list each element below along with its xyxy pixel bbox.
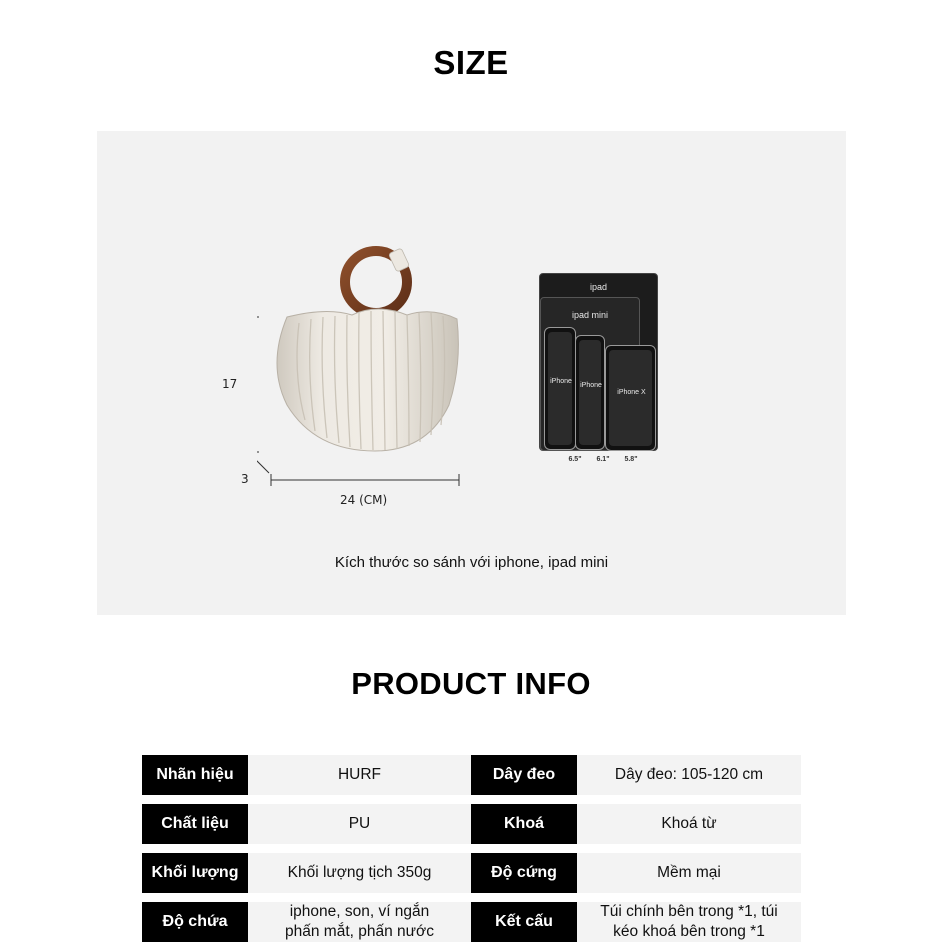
- device-comparison-illustration: [539, 273, 659, 469]
- table-row: [142, 902, 801, 942]
- height-dimension-label: 17: [222, 377, 238, 391]
- table-row: [142, 853, 801, 893]
- screen-size-label-1: 6.5": [568, 456, 582, 463]
- ipad-label: ipad: [589, 282, 607, 292]
- row-value: Khối lượng tịch 350g: [248, 853, 471, 893]
- phone-device-3: [605, 345, 656, 451]
- row-value: iphone, son, ví ngắn phấn mắt, phấn nước: [248, 902, 471, 942]
- screen-size-label-3: 5.8": [624, 456, 638, 463]
- depth-dimension-label: 3: [241, 472, 249, 486]
- handbag-illustration: [257, 245, 497, 495]
- phone-name-2: iPhone: [580, 382, 602, 389]
- product-info-heading: PRODUCT INFO: [351, 666, 591, 701]
- row-value: Khoá từ: [577, 804, 801, 844]
- row-label: Khoá: [471, 804, 577, 844]
- row-value: PU: [248, 804, 471, 844]
- row-value: Mềm mại: [577, 853, 801, 893]
- row-value: Túi chính bên trong *1, túi kéo khoá bên trong *1: [577, 902, 801, 942]
- row-label: Độ cứng: [471, 853, 577, 893]
- screen-size-label-2: 6.1": [596, 456, 610, 463]
- row-label: Dây đeo: [471, 755, 577, 795]
- row-label: Chất liệu: [142, 804, 248, 844]
- ipad-mini-label: ipad mini: [571, 310, 609, 320]
- phone-device-2: [575, 335, 605, 450]
- row-label: Độ chứa: [142, 902, 248, 942]
- phone-screen-2: [579, 340, 601, 445]
- row-value: Dây đeo: 105-120 cm: [577, 755, 801, 795]
- row-label: Khối lượng: [142, 853, 248, 893]
- phone-name-3: iPhone X: [617, 389, 646, 396]
- size-heading: SIZE: [433, 44, 509, 81]
- row-label: Kết cấu: [471, 902, 577, 942]
- phone-name-1: iPhone: [550, 378, 572, 385]
- width-dimension-label: 24 (CM): [340, 493, 388, 507]
- table-row: [142, 804, 801, 844]
- row-value: HURF: [248, 755, 471, 795]
- table-row: [142, 755, 801, 795]
- size-comparison-panel: [97, 131, 846, 615]
- phone-screen-3: [609, 350, 652, 446]
- size-comparison-caption: Kích thước so sánh với iphone, ipad mini: [334, 554, 609, 571]
- phone-screen-1: [548, 332, 572, 445]
- row-label: Nhãn hiệu: [142, 755, 248, 795]
- phone-device-1: [544, 327, 576, 450]
